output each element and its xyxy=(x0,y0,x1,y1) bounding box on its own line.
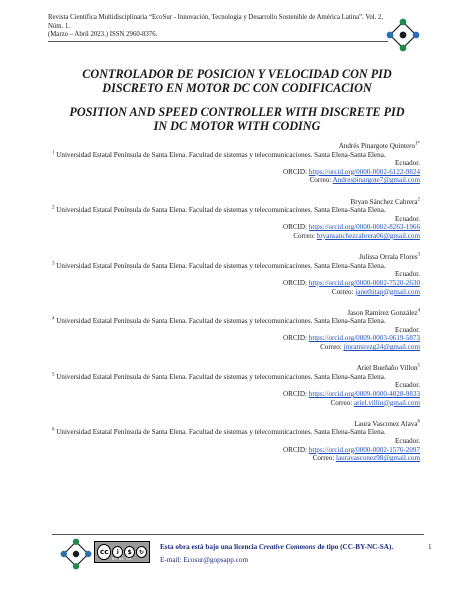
title-en-line-1: POSITION AND SPEED CONTROLLER WITH DISCRETE PID xyxy=(69,105,405,120)
author-country: Ecuador. xyxy=(394,270,420,279)
ecosur-logo-footer-icon xyxy=(60,538,92,570)
email-link[interactable]: ariel.villin@gmail.com xyxy=(353,398,420,407)
orcid-link[interactable]: https://orcid.org/0009-0000-4828-9833 xyxy=(308,390,420,399)
author-email: Correo: lauravasconez98@gmail.com xyxy=(312,454,420,463)
email-link[interactable]: janethitap@gmail.com xyxy=(355,287,420,296)
author-orcid: ORCID: https://orcid.org/0000-0002-8263-1966 xyxy=(282,223,420,232)
header-divider xyxy=(48,41,388,42)
title-english xyxy=(46,106,428,133)
cc-icon: cc xyxy=(97,544,111,560)
author-orcid: ORCID: https://orcid.org/0009-0000-4828-9833 xyxy=(282,390,420,399)
author-name: Laura Vasconez Alava$^6$ xyxy=(354,419,420,428)
author-affiliation: $^3$ Universidad Estatal Península de Santa Elena. Facultad de sistemas y telecomunicaciones. Santa Elena-Santa Elena. xyxy=(52,261,386,270)
author-block xyxy=(52,142,420,185)
author-name: Julissa Orrala Flores$^3$ xyxy=(359,252,420,262)
title-es-line-2: DISCRETO EN MOTOR DC CON CODIFICACION xyxy=(102,80,372,95)
journal-issue: (Marzo – Abril 2023.) ISSN 2960-8376. xyxy=(48,31,158,39)
author-email: Correo: bryansanchezcabrera06@gmail.com xyxy=(293,231,420,240)
license-cc-name: Creative Commons xyxy=(259,543,316,551)
author-name: Jason Ramírez González$^4$ xyxy=(347,308,420,317)
author-list xyxy=(52,142,420,475)
journal-citation: Revista Científica Multidisciplinaria “EcoSur - Innovación, Tecnología y Desarrollo Sostenible de América Latina”. Vol. 2, Núm. 1. xyxy=(48,14,384,30)
license-suffix: de tipo (CC-BY-NC-SA). xyxy=(315,543,394,551)
orcid-link[interactable]: https://orcid.org/0009-0003-0619-5873 xyxy=(308,334,420,343)
orcid-link[interactable]: https://orcid.org/0000-0002-7520-2630 xyxy=(308,278,420,287)
author-affiliation: $^2$ Universidad Estatal Península de Santa Elena. Facultad de sistemas y telecomunicaciones. Santa Elena-Santa Elena. xyxy=(52,205,386,215)
author-email: Correo: janethitap@gmail.com xyxy=(331,287,420,296)
author-affiliation: $^1$ Universidad Estatal Península de Santa Elena. Facultad de sistemas y telecomunicaciones. Santa Elena-Santa Elena. xyxy=(52,150,386,159)
email-link[interactable]: bryansanchezcabrera06@gmail.com xyxy=(316,231,420,240)
license-prefix: Esta obra está bajo una licencia xyxy=(160,543,260,551)
author-country: Ecuador. xyxy=(394,381,420,390)
email-link[interactable]: Andrespinargote7@gmail.com xyxy=(332,176,420,185)
email-link[interactable]: lauravasconez98@gmail.com xyxy=(336,454,420,463)
orcid-link[interactable]: https://orcid.org/0000-0002-1576-2097 xyxy=(308,445,420,454)
by-person-icon: i xyxy=(112,546,123,558)
journal-header xyxy=(48,14,386,40)
author-block xyxy=(52,364,420,407)
author-name: Andrés Pinargote Quintero$^{1*}$ xyxy=(338,141,420,150)
author-orcid: ORCID: https://orcid.org/0000-0002-6122-9824 xyxy=(282,167,420,176)
page-number: 1 xyxy=(428,543,432,551)
author-email: Correo: ariel.villin@gmail.com xyxy=(330,398,420,407)
author-country: Ecuador. xyxy=(394,214,420,223)
author-country: Ecuador. xyxy=(394,325,420,334)
orcid-link[interactable]: https://orcid.org/0000-0002-6122-9824 xyxy=(308,167,420,176)
author-orcid: ORCID: https://orcid.org/0000-0002-1576-2097 xyxy=(282,445,420,454)
author-orcid: ORCID: https://orcid.org/0009-0003-0619-5873 xyxy=(282,334,420,343)
title-spanish xyxy=(46,68,428,95)
license-text xyxy=(160,543,420,551)
author-name: Ariel Bueñaño Villon$^5$ xyxy=(356,363,420,373)
title-es-line-1: CONTROLADOR DE POSICION Y VELOCIDAD CON PID xyxy=(82,67,392,81)
author-name: Bryan Sánchez Cabrera$^2$ xyxy=(350,197,420,206)
ecosur-logo-icon xyxy=(386,18,420,52)
author-email: Correo: Andrespinargote7@gmail.com xyxy=(309,176,420,185)
email-link[interactable]: jmramirezg24@gmail.com xyxy=(343,343,420,352)
nc-dollar-icon: $ xyxy=(124,546,135,558)
author-block xyxy=(52,253,420,296)
cc-badge-text: BY NC SA xyxy=(112,557,132,561)
author-affiliation: $^5$ Universidad Estatal Península de Santa Elena. Facultad de sistemas y telecomunicaciones. Santa Elena-Santa Elena. xyxy=(52,372,386,381)
paper-titles xyxy=(46,68,428,144)
sa-share-icon: ↻ xyxy=(136,546,147,558)
author-affiliation: $^6$ Universidad Estatal Península de Santa Elena. Facultad de sistemas y telecomunicaciones. Santa Elena-Santa Elena. xyxy=(52,428,386,437)
footer-email[interactable]: E-mail: Ecosur@gopsapp.com xyxy=(160,556,249,564)
author-block xyxy=(52,198,420,241)
orcid-link[interactable]: https://orcid.org/0000-0002-8263-1966 xyxy=(308,223,420,232)
footer-divider xyxy=(52,534,424,535)
author-country: Ecuador. xyxy=(394,159,420,168)
author-email: Correo: jmramirezg24@gmail.com xyxy=(320,343,420,352)
author-block xyxy=(52,309,420,352)
author-affiliation: $^4$ Universidad Estatal Península de Santa Elena. Facultad de sistemas y telecomunicaciones. Santa Elena-Santa Elena. xyxy=(52,316,386,326)
author-orcid: ORCID: https://orcid.org/0000-0002-7520-2630 xyxy=(282,278,420,287)
title-en-line-2: IN DC MOTOR WITH CODING xyxy=(153,118,321,133)
author-block xyxy=(52,420,420,463)
author-country: Ecuador. xyxy=(394,437,420,445)
